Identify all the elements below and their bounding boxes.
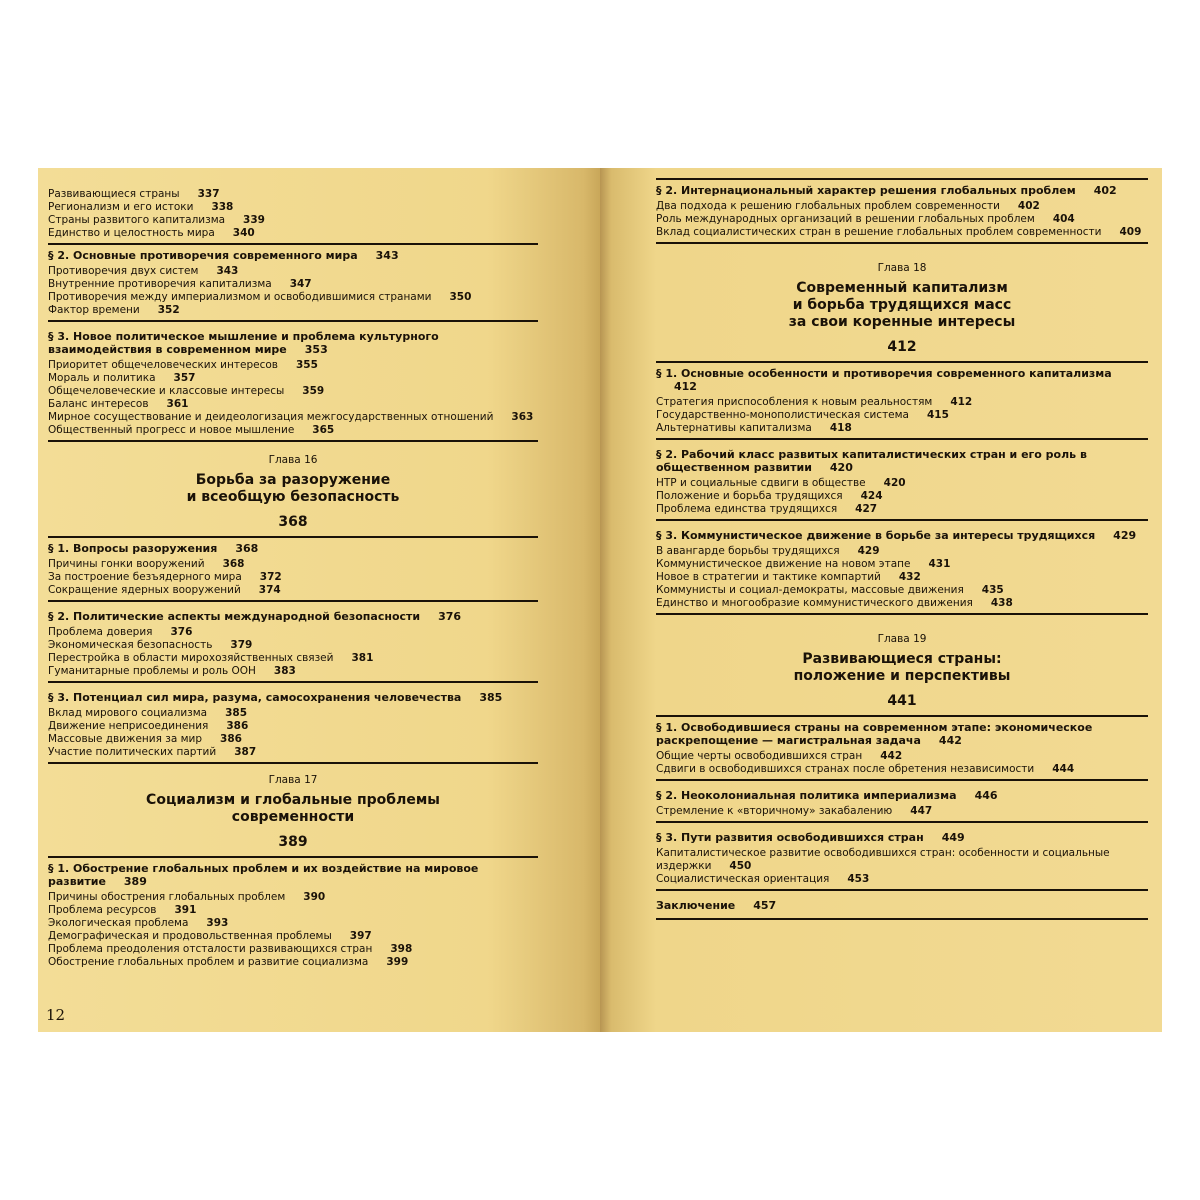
- section-title: § 2. Интернациональный характер решения глобальных проблем 402: [656, 184, 1117, 197]
- toc-item: Экологическая проблема 393: [48, 917, 229, 929]
- section-title: § 2. Неоколониальная политика империализма 446: [656, 789, 998, 802]
- toc-item: Стремление к «вторичному» закабалению 447: [656, 805, 933, 817]
- right-column: [656, 178, 1148, 924]
- toc-item: Общие черты освободившихся стран 442: [656, 750, 903, 762]
- section-title: § 3. Новое политическое мышление и проблема культурного взаимодействия в современном мире 353: [48, 330, 439, 356]
- section-title: § 3. Пути развития освободившихся стран 449: [656, 831, 965, 844]
- chapter-heading: [656, 619, 1148, 715]
- chapter-title: Борьба за разоружение: [195, 472, 391, 488]
- toc-item: Стратегия приспособления к новым реальностям 412: [656, 396, 973, 408]
- toc-item: Перестройка в области мирохозяйственных связей 381: [48, 652, 374, 664]
- toc-item: Коммунистическое движение на новом этапе 431: [656, 558, 951, 570]
- chapter-page: 412: [887, 339, 917, 355]
- toc-item: Государственно-монополистическая система 415: [656, 409, 949, 421]
- chapter-title: за свои коренные интересы: [788, 314, 1016, 330]
- chapter-title: положение и перспективы: [793, 668, 1011, 684]
- toc-item: Вклад социалистических стран в решение глобальных проблем современности 409: [656, 226, 1142, 238]
- section-block: [48, 326, 538, 442]
- toc-item: Массовые движения за мир 386: [48, 733, 242, 745]
- section-title: § 1. Обострение глобальных проблем и их воздействие на мировое развитие 389: [48, 862, 479, 888]
- chapter-heading: [48, 446, 538, 536]
- toc-item: Сокращение ядерных вооружений 374: [48, 584, 281, 596]
- toc-item: Демографическая и продовольственная проблемы 397: [48, 930, 372, 942]
- toc-item: Проблема ресурсов 391: [48, 904, 197, 916]
- toc-item: Развивающиеся страны 337: [48, 188, 220, 200]
- left-column: [48, 186, 538, 976]
- toc-item: Общественный прогресс и новое мышление 365: [48, 424, 335, 436]
- toc-item: Общечеловеческие и классовые интересы 359: [48, 385, 325, 397]
- chapter-title: Социализм и глобальные проблемы: [146, 792, 440, 808]
- chapter-title: Развивающиеся страны:: [802, 651, 1002, 667]
- toc-item: Участие политических партий 387: [48, 746, 257, 758]
- toc-item: НТР и социальные сдвиги в обществе 420: [656, 477, 906, 489]
- section-block: [48, 687, 538, 764]
- chapter-heading: [48, 768, 538, 856]
- toc-item: Единство и целостность мира 340: [48, 227, 255, 239]
- chapter-title: и всеобщую безопасность: [186, 489, 400, 505]
- toc-item: Обострение глобальных проблем и развитие социализма 399: [48, 956, 409, 968]
- chapter-title: и борьба трудящихся масс: [792, 297, 1012, 313]
- toc-item: Фактор времени 352: [48, 304, 180, 316]
- section-block: [48, 245, 538, 322]
- toc-item: Баланс интересов 361: [48, 398, 189, 410]
- section-block: [48, 536, 538, 602]
- toc-item: Проблема доверия 376: [48, 626, 193, 638]
- section-block: [656, 827, 1148, 891]
- toc-item: Причины обострения глобальных проблем 390: [48, 891, 326, 903]
- chapter-label: Глава 18: [877, 262, 927, 274]
- section-title: § 2. Политические аспекты международной безопасности 376: [48, 610, 462, 623]
- section-block: [656, 444, 1148, 521]
- chapter-page: 368: [278, 514, 308, 530]
- toc-item: В авангарде борьбы трудящихся 429: [656, 545, 880, 557]
- toc-item: Внутренние противоречия капитализма 347: [48, 278, 312, 290]
- toc-item: Гуманитарные проблемы и роль ООН 383: [48, 665, 296, 677]
- toc-item: Движение неприсоединения 386: [48, 720, 249, 732]
- toc-item: Приоритет общечеловеческих интересов 355: [48, 359, 318, 371]
- intro-block: [48, 186, 538, 245]
- toc-item: Проблема единства трудящихся 427: [656, 503, 878, 515]
- toc-item: Мораль и политика 357: [48, 372, 196, 384]
- toc-item: Противоречия двух систем 343: [48, 265, 239, 277]
- toc-item: Экономическая безопасность 379: [48, 639, 253, 651]
- toc-item: Два подхода к решению глобальных проблем современности 402: [656, 200, 1040, 212]
- chapter-label: Глава 19: [877, 633, 927, 645]
- chapter-page: 389: [278, 834, 308, 850]
- chapter-heading: [656, 248, 1148, 361]
- chapter-label: Глава 16: [268, 454, 318, 466]
- section-block: [656, 178, 1148, 244]
- toc-item: Вклад мирового социализма 385: [48, 707, 248, 719]
- section-block: [48, 606, 538, 683]
- section-block: [48, 856, 538, 972]
- toc-item: Единство и многообразие коммунистического движения 438: [656, 597, 1013, 609]
- section-title: § 2. Основные противоречия современного мира 343: [48, 249, 399, 262]
- section-title: § 3. Потенциал сил мира, разума, самосохранения человечества 385: [48, 691, 503, 704]
- chapter-title: Современный капитализм: [796, 280, 1008, 296]
- chapter-title: современности: [231, 809, 355, 825]
- toc-item: За построение безъядерного мира 372: [48, 571, 282, 583]
- toc-item: Альтернативы капитализма 418: [656, 422, 852, 434]
- toc-item: Противоречия между империализмом и освободившимися странами 350: [48, 291, 472, 303]
- section-block: [656, 715, 1148, 781]
- section-title: § 1. Освободившиеся страны на современном этапе: экономическое раскрепощение — магистральная задача 442: [656, 721, 1093, 747]
- right-page: [600, 168, 1162, 1032]
- toc-item: Коммунисты и социал-демократы, массовые движения 435: [656, 584, 1004, 596]
- toc-item: Сдвиги в освободившихся странах после обретения независимости 444: [656, 763, 1075, 775]
- toc-item: Капиталистическое развитие освободившихся стран: особенности и социальные издержки 450: [656, 847, 1110, 872]
- page-number: 12: [46, 1006, 66, 1024]
- section-title: § 2. Рабочий класс развитых капиталистических стран и его роль в общественном развитии 420: [656, 448, 1087, 474]
- section-block: [656, 361, 1148, 440]
- toc-item: Новое в стратегии и тактике компартий 432: [656, 571, 921, 583]
- section-title: § 3. Коммунистическое движение в борьбе за интересы трудящихся 429: [656, 529, 1137, 542]
- toc-item: Положение и борьба трудящихся 424: [656, 490, 883, 502]
- toc-item: Регионализм и его истоки 338: [48, 201, 234, 213]
- toc-item: Социалистическая ориентация 453: [656, 873, 870, 885]
- conclusion-title: Заключение 457: [656, 899, 777, 912]
- section-block: [656, 525, 1148, 615]
- toc-item: Роль международных организаций в решении глобальных проблем 404: [656, 213, 1075, 225]
- conclusion-block: [656, 895, 1148, 920]
- toc-item: Проблема преодоления отсталости развивающихся стран 398: [48, 943, 413, 955]
- chapter-page: 441: [887, 693, 917, 709]
- section-block: [656, 785, 1148, 823]
- left-page: [38, 168, 600, 1032]
- toc-item: Страны развитого капитализма 339: [48, 214, 265, 226]
- section-title: § 1. Вопросы разоружения 368: [48, 542, 259, 555]
- toc-item: Причины гонки вооружений 368: [48, 558, 245, 570]
- section-title: § 1. Основные особенности и противоречия современного капитализма412: [656, 367, 1112, 393]
- chapter-label: Глава 17: [268, 774, 318, 786]
- toc-item: Мирное сосуществование и деидеологизация межгосударственных отношений 363: [48, 411, 534, 423]
